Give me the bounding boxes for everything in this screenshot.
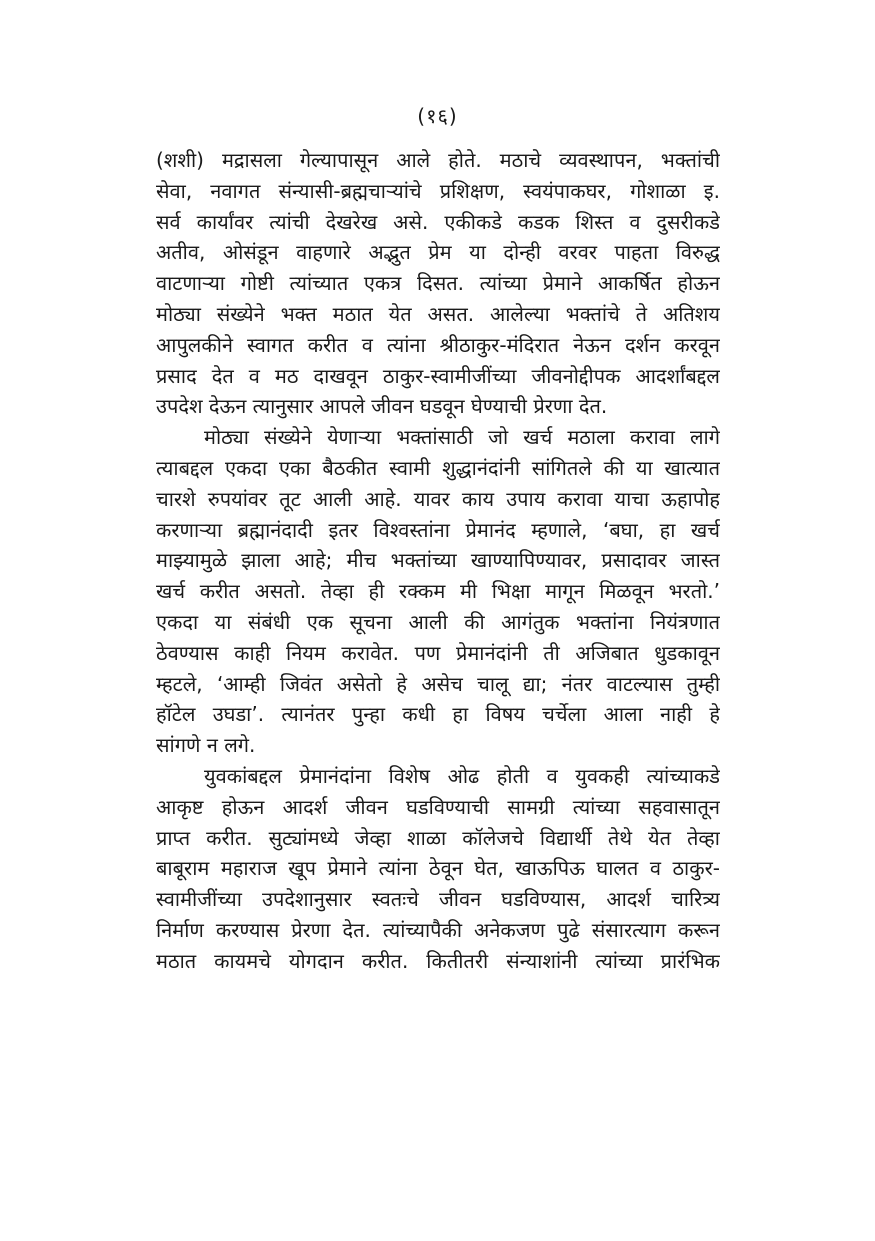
text-line: प्रसाद देत व मठ दाखवून ठाकुर-स्वामीजींच्या जीवनोद्दीपक आदर्शांबद्दल: [156, 363, 720, 388]
text-line: उपदेश देऊन त्यानुसार आपले जीवन घडवून घेण्याची प्रेरणा देत.: [156, 394, 608, 419]
text-line: आपुलकीने स्वागत करीत व त्यांना श्रीठाकुर-मंदिरात नेऊन दर्शन करवून: [156, 332, 720, 357]
text-line: सांगणे न लगे.: [156, 733, 256, 758]
page-number: (१६): [417, 104, 458, 128]
text-body: [156, 145, 720, 977]
text-line: निर्माण करण्यास प्रेरणा देत. त्यांच्यापैकी अनेकजण पुढे संसारत्याग करून: [156, 917, 720, 942]
text-line: खर्च करीत असतो. तेव्हा ही रक्कम मी भिक्षा मागून मिळवून भरतो.’: [156, 579, 720, 604]
text-line: म्हटले, ‘आम्ही जिवंत असेतो हे असेच चालू द्या; नंतर वाटल्यास तुम्ही: [156, 671, 720, 696]
paragraph-2: [156, 422, 720, 761]
text-line: मोठ्या संख्येने येणाऱ्या भक्तांसाठी जो खर्च मठाला करावा लागे: [204, 425, 720, 450]
text-line: आकृष्ट होऊन आदर्श जीवन घडविण्याची सामग्री त्यांच्या सहवासातून: [156, 794, 720, 819]
text-line: बाबूराम महाराज खूप प्रेमाने त्यांना ठेवून घेत, खाऊपिऊ घालत व ठाकुर-: [156, 856, 720, 881]
text-line: मठात कायमचे योगदान करीत. कितीतरी संन्याशांनी त्यांच्या प्रारंभिक: [156, 948, 720, 973]
paragraph-1: [156, 145, 720, 422]
text-line: ठेवण्यास काही नियम करावेत. पण प्रेमानंदांनी ती अजिबात धुडकावून: [156, 640, 720, 665]
text-line: युवकांबद्दल प्रेमानंदांना विशेष ओढ होती व युवकही त्यांच्याकडे: [204, 763, 720, 788]
text-line: (शशी) मद्रासला गेल्यापासून आले होते. मठाचे व्यवस्थापन, भक्तांची: [156, 148, 720, 172]
text-line: एकदा या संबंधी एक सूचना आली की आगंतुक भक्तांना नियंत्रणात: [156, 609, 720, 634]
text-line: हॉटेल उघडा’. त्यानंतर पुन्हा कधी हा विषय चर्चेला आला नाही हे: [156, 702, 720, 727]
text-line: मोठ्या संख्येने भक्त मठात येत असत. आलेल्या भक्तांचे ते अतिशय: [156, 301, 720, 326]
text-line: माझ्यामुळे झाला आहे; मीच भक्तांच्या खाण्यापिण्यावर, प्रसादावर जास्त: [156, 548, 720, 573]
text-line: त्याबद्दल एकदा एका बैठकीत स्वामी शुद्धानंदांनी सांगितले की या खात्यात: [156, 455, 720, 480]
text-line: प्राप्त करीत. सुट्यांमध्ये जेव्हा शाळा कॉलेजचे विद्यार्थी तेथे येत तेव्हा: [156, 825, 720, 850]
text-line: चारशे रुपयांवर तूट आली आहे. यावर काय उपाय करावा याचा ऊहापोह: [156, 486, 720, 511]
text-line: करणाऱ्या ब्रह्मानंदादी इतर विश्वस्तांना प्रेमानंद म्हणाले, ‘बघा, हा खर्च: [156, 517, 720, 542]
text-line: सर्व कार्यांवर त्यांची देखरेख असे. एकीकडे कडक शिस्त व दुसरीकडे: [156, 209, 720, 234]
paragraph-3: [156, 761, 720, 977]
text-line: स्वामीजींच्या उपदेशानुसार स्वतःचे जीवन घडविण्यास, आदर्श चारित्र्य: [156, 887, 720, 912]
text-line: अतीव, ओसंडून वाहणारे अद्भुत प्रेम या दोन्ही वरवर पाहता विरुद्ध: [156, 240, 720, 265]
text-line: सेवा, नवागत संन्यासी-ब्रह्मचाऱ्यांचे प्रशिक्षण, स्वयंपाकघर, गोशाळा इ.: [156, 178, 720, 203]
text-line: वाटणाऱ्या गोष्टी त्यांच्यात एकत्र दिसत. त्यांच्या प्रेमाने आकर्षित होऊन: [156, 271, 720, 296]
